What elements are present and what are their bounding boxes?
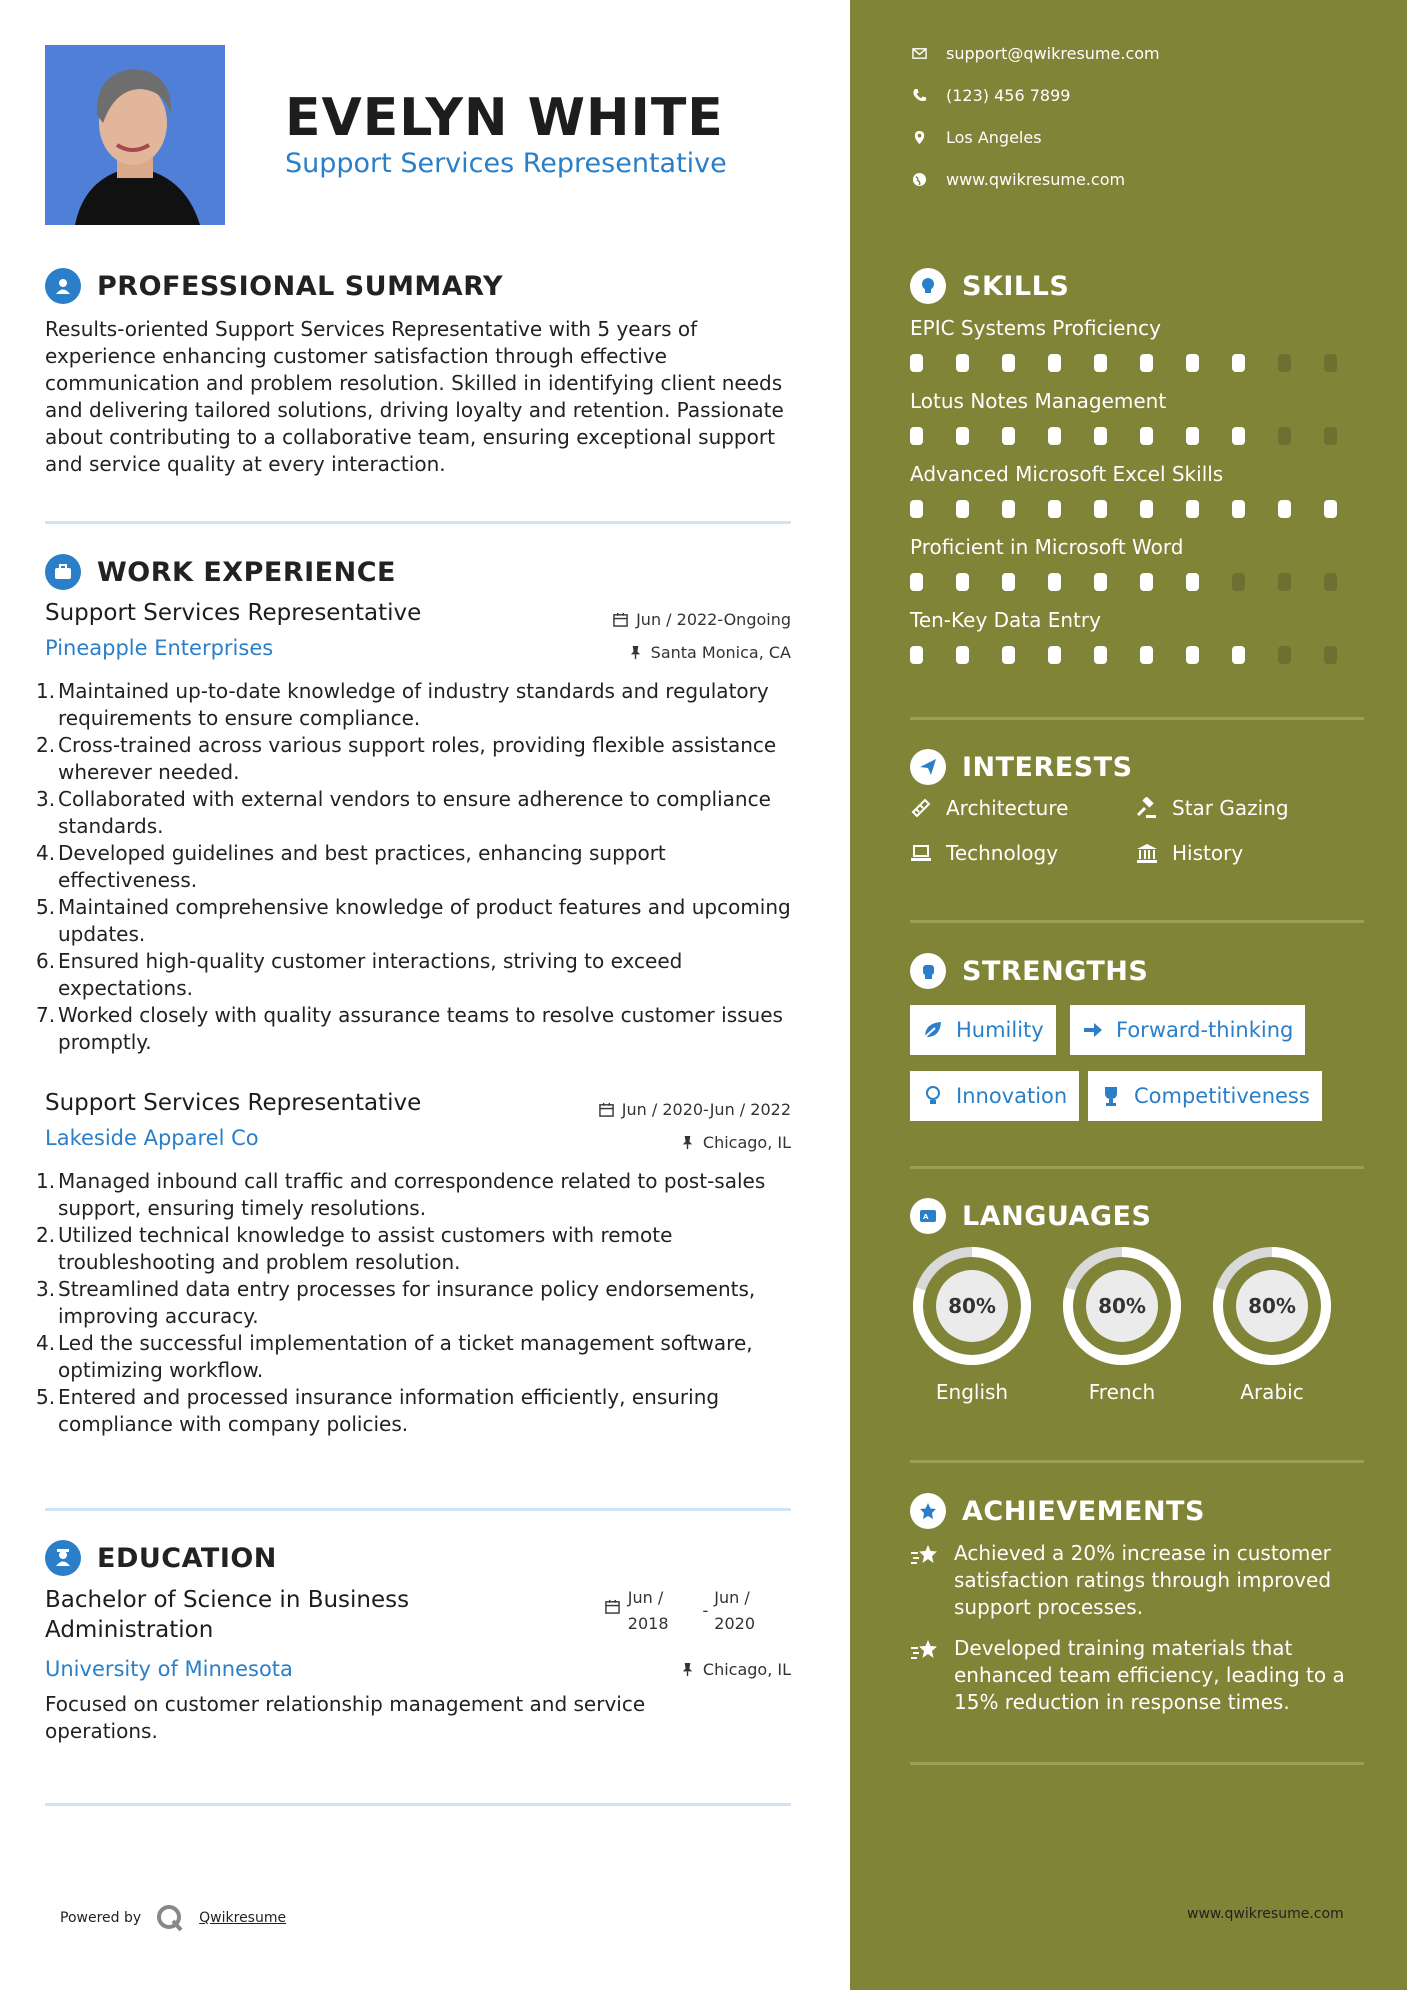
education-entry <box>45 1585 791 1745</box>
star-badge-icon <box>910 1493 946 1529</box>
map-marker-icon <box>912 130 927 145</box>
skill-dot <box>956 646 969 664</box>
shooting-star-icon <box>910 1542 942 1570</box>
contact-email[interactable]: support@qwikresume.com <box>910 44 1160 63</box>
school-name: University of Minnesota <box>45 1657 293 1681</box>
job-title: Support Services Representative <box>45 1090 422 1116</box>
section-divider <box>45 1803 791 1806</box>
skill-dot <box>910 354 923 372</box>
interest-architecture: Architecture <box>910 796 1068 820</box>
skill-dot <box>1002 427 1015 445</box>
list-item: 4. Developed guidelines and best practices, enhancing support effectiveness. <box>36 841 666 892</box>
list-item: 3. Collaborated with external vendors to ensure adherence to compliance standards. <box>36 787 771 838</box>
svg-text:A: A <box>923 1213 929 1221</box>
lightbulb-icon <box>922 1085 944 1107</box>
job-bullets <box>36 678 791 1056</box>
skill-dot <box>1186 354 1199 372</box>
envelope-icon <box>912 46 927 61</box>
skill-dot <box>956 427 969 445</box>
job-title: Support Services Representative <box>45 600 422 626</box>
skill-dot <box>956 354 969 372</box>
achievements-heading: ACHIEVEMENTS <box>910 1493 1205 1529</box>
interests-heading: INTERESTS <box>910 749 1133 785</box>
education-dates: Jun / 2018 - Jun / 2020 <box>605 1585 755 1637</box>
education-description: Focused on customer relationship management and service operations. <box>45 1692 646 1743</box>
skill-dot <box>1186 427 1199 445</box>
skill-dot <box>1140 427 1153 445</box>
candidate-role: Support Services Representative <box>285 148 727 179</box>
skill-dot <box>1278 427 1291 445</box>
contact-phone[interactable]: (123) 456 7899 <box>910 86 1070 105</box>
work-heading: WORK EXPERIENCE <box>45 554 396 590</box>
skill-name: Lotus Notes Management <box>910 389 1167 413</box>
strength-forward-thinking: Forward-thinking <box>1070 1005 1305 1055</box>
profile-photo <box>45 45 225 225</box>
skill-row <box>910 608 1370 664</box>
calendar-icon <box>613 612 628 627</box>
trophy-icon <box>1100 1085 1122 1107</box>
briefcase-icon <box>45 554 81 590</box>
calendar-icon <box>605 1599 620 1614</box>
section-divider <box>910 717 1364 720</box>
skill-dot <box>1048 646 1061 664</box>
skill-dot <box>1324 354 1337 372</box>
job-dates: Jun / 2020-Jun / 2022 <box>599 1100 791 1119</box>
skill-dot <box>1002 500 1015 518</box>
job-entry <box>36 600 791 1056</box>
pin-icon <box>680 1135 695 1150</box>
skill-dot <box>1140 646 1153 664</box>
skill-dot <box>1232 500 1245 518</box>
skill-dot <box>1140 573 1153 591</box>
skill-row <box>910 462 1370 518</box>
job-location: Santa Monica, CA <box>628 643 791 662</box>
skill-dot <box>1140 354 1153 372</box>
list-item: 5. Entered and processed insurance information efficiently, ensuring compliance with company policies. <box>36 1385 720 1436</box>
summary-text: Results-oriented Support Services Representative with 5 years of experience enhancing customer satisfaction through effective communication and problem resolution. Skilled in identifying client needs and delivering tailored solutions, driving loyalty and retention. Passionate about contributing to a collaborative team, ensuring exceptional support and service quality at every interaction. <box>45 317 784 476</box>
language-ring <box>910 1244 1034 1368</box>
language-name: English <box>935 1380 1009 1404</box>
list-item: 3. Streamlined data entry processes for insurance policy endorsements, improving accuracy. <box>36 1277 756 1328</box>
user-icon <box>45 268 81 304</box>
job-company: Pineapple Enterprises <box>45 636 274 660</box>
strength-humility: Humility <box>910 1005 1056 1055</box>
degree-title: Bachelor of Science in Business Administration <box>45 1587 410 1643</box>
skill-dot <box>1278 354 1291 372</box>
skill-dot <box>910 646 923 664</box>
skill-dot <box>1232 354 1245 372</box>
skill-dot <box>1186 646 1199 664</box>
list-item: 4. Led the successful implementation of a ticket management software, optimizing workflow. <box>36 1331 753 1382</box>
skill-dot <box>1186 500 1199 518</box>
skill-name: Ten-Key Data Entry <box>910 608 1101 632</box>
section-divider <box>910 1166 1364 1169</box>
education-location: Chicago, IL <box>680 1660 791 1679</box>
skill-dot <box>1094 646 1107 664</box>
skill-dot <box>1094 427 1107 445</box>
skill-dot <box>1048 427 1061 445</box>
skill-dot <box>1002 573 1015 591</box>
candidate-name: EVELYN WHITE <box>285 88 724 148</box>
pencil-ruler-icon <box>910 797 932 819</box>
skill-dot <box>1048 500 1061 518</box>
skill-dot <box>1232 427 1245 445</box>
phone-icon <box>912 88 927 103</box>
skill-row <box>910 316 1370 372</box>
section-divider <box>45 521 791 524</box>
gavel-icon <box>1136 797 1158 819</box>
list-item: 2. Utilized technical knowledge to assist customers with remote troubleshooting and problem resolution. <box>36 1223 673 1274</box>
translate-icon <box>910 1198 946 1234</box>
skill-dot <box>1324 646 1337 664</box>
pin-icon <box>680 1662 695 1677</box>
skill-dot <box>1324 427 1337 445</box>
job-company: Lakeside Apparel Co <box>45 1126 259 1150</box>
education-heading: EDUCATION <box>45 1540 277 1576</box>
language-percent: 80% <box>1248 1294 1296 1318</box>
skill-dot <box>1048 354 1061 372</box>
skill-dot <box>1324 500 1337 518</box>
contact-location: Los Angeles <box>910 128 1042 147</box>
museum-icon <box>1136 842 1158 864</box>
skill-dot <box>910 500 923 518</box>
skill-dot <box>1002 646 1015 664</box>
section-divider <box>910 1460 1364 1463</box>
arrow-right-icon <box>1082 1019 1104 1041</box>
job-entry <box>36 1090 791 1438</box>
skill-dot <box>1278 573 1291 591</box>
lightbulb-icon <box>910 268 946 304</box>
skill-dot <box>1278 646 1291 664</box>
job-bullets <box>36 1168 791 1438</box>
language-item <box>1210 1244 1334 1404</box>
languages-heading: A LANGUAGES <box>910 1198 1151 1234</box>
qwikresume-logo-icon <box>155 1903 185 1933</box>
strength-innovation: Innovation <box>910 1071 1079 1121</box>
skill-dot <box>1324 573 1337 591</box>
skill-dot <box>1094 500 1107 518</box>
skill-rating <box>910 573 1370 591</box>
skill-rating <box>910 500 1370 518</box>
interest-star-gazing: Star Gazing <box>1136 796 1289 820</box>
skills-heading: SKILLS <box>910 268 1069 304</box>
summary-heading: PROFESSIONAL SUMMARY <box>45 268 503 304</box>
footer-site[interactable]: www.qwikresume.com <box>1187 1906 1344 1922</box>
skill-dot <box>910 427 923 445</box>
skill-dot <box>1094 573 1107 591</box>
leaf-icon <box>922 1019 944 1041</box>
skill-row <box>910 389 1370 445</box>
section-divider <box>910 920 1364 923</box>
job-location: Chicago, IL <box>680 1133 791 1152</box>
list-item: 2. Cross-trained across various support roles, providing flexible assistance wherever needed. <box>36 733 777 784</box>
language-percent: 80% <box>948 1294 996 1318</box>
language-item <box>1060 1244 1184 1404</box>
list-item: 1. Managed inbound call traffic and correspondence related to post-sales support, ensuring timely resolutions. <box>36 1169 766 1220</box>
skill-dot <box>1278 500 1291 518</box>
interest-history: History <box>1136 841 1243 865</box>
skill-dot <box>1140 500 1153 518</box>
paper-plane-icon <box>910 749 946 785</box>
job-dates: Jun / 2022-Ongoing <box>613 610 791 629</box>
brand-link[interactable]: Qwikresume <box>199 1910 287 1926</box>
language-ring <box>1060 1244 1184 1368</box>
list-item: 5. Maintained comprehensive knowledge of product features and upcoming updates. <box>36 895 791 946</box>
laptop-icon <box>910 842 932 864</box>
graduate-icon <box>45 1540 81 1576</box>
skill-dot <box>1232 573 1245 591</box>
achievement-item: Achieved a 20% increase in customer satisfaction ratings through improved support processes. <box>910 1540 1370 1621</box>
skill-dot <box>1002 354 1015 372</box>
pin-icon <box>628 645 643 660</box>
calendar-icon <box>599 1102 614 1117</box>
contact-website[interactable]: www.qwikresume.com <box>910 170 1125 189</box>
skill-dot <box>956 500 969 518</box>
skill-rating <box>910 354 1370 372</box>
skill-name: Advanced Microsoft Excel Skills <box>910 462 1224 486</box>
sidebar-column <box>850 0 1407 1990</box>
shooting-star-icon <box>910 1637 942 1665</box>
strengths-heading: STRENGTHS <box>910 953 1148 989</box>
achievement-item: Developed training materials that enhanced team efficiency, leading to a 15% reduction in response times. <box>910 1635 1370 1716</box>
list-item: 1. Maintained up-to-date knowledge of industry standards and regulatory requirements to ensure compliance. <box>36 679 769 730</box>
strength-competitiveness: Competitiveness <box>1088 1071 1322 1121</box>
skill-name: Proficient in Microsoft Word <box>910 535 1184 559</box>
section-divider <box>45 1508 791 1511</box>
language-item <box>910 1244 1034 1404</box>
skill-rating <box>910 427 1370 445</box>
list-item: 7. Worked closely with quality assurance teams to resolve customer issues promptly. <box>36 1003 783 1054</box>
language-name: French <box>1088 1380 1156 1404</box>
skill-row <box>910 535 1370 591</box>
skill-dot <box>1048 573 1061 591</box>
skill-rating <box>910 646 1370 664</box>
language-name: Arabic <box>1240 1380 1304 1404</box>
language-percent: 80% <box>1098 1294 1146 1318</box>
globe-icon <box>912 172 927 187</box>
skill-name: EPIC Systems Proficiency <box>910 316 1161 340</box>
skill-dot <box>1094 354 1107 372</box>
fist-icon <box>910 953 946 989</box>
language-ring <box>1210 1244 1334 1368</box>
list-item: 6. Ensured high-quality customer interactions, striving to exceed expectations. <box>36 949 683 1000</box>
powered-by: Powered by Qwikresume <box>60 1903 286 1933</box>
skill-dot <box>1186 573 1199 591</box>
skill-dot <box>910 573 923 591</box>
skill-dot <box>956 573 969 591</box>
section-divider <box>910 1762 1364 1765</box>
interest-technology: Technology <box>910 841 1058 865</box>
skill-dot <box>1232 646 1245 664</box>
